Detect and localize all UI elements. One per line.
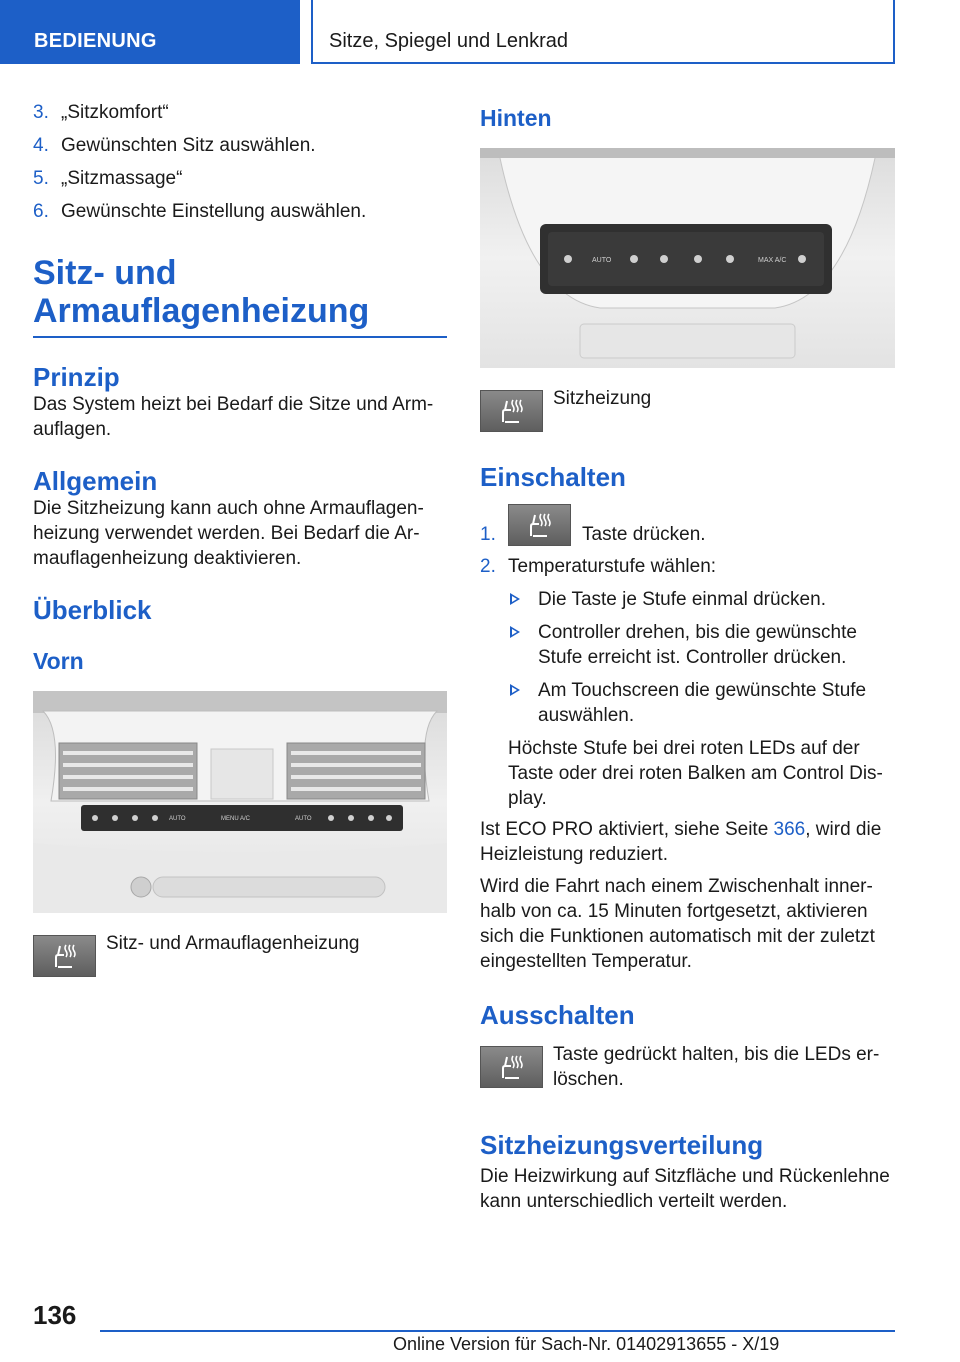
prinzip-heading: Prinzip [33,362,120,392]
text-line: mauflagenheizung deaktivieren. [33,548,302,569]
front-auto-left-label: AUTO [169,816,186,822]
seat-heating-icon [499,1054,525,1080]
rear-console-photo [480,148,895,368]
step-number: 3. [33,102,49,123]
eco-pro-note [480,817,895,867]
text-fragment: Ist ECO PRO aktiviert, siehe Seite [480,819,774,840]
text-line: Die Heizwirkung auf Sitzfläche und Rückenlehne [480,1166,890,1187]
step-item [33,100,447,125]
rear-console-illustration [480,148,895,368]
step-number: 6. [33,201,49,222]
seat-heating-button-image [508,504,571,546]
step-number: 5. [33,168,49,189]
einschalten-heading: Einschalten [480,462,626,492]
front-caption: Sitz- und Armauflagenheizung [106,933,360,954]
resume-note [480,874,895,974]
text-line [480,817,895,842]
front-auto-right-label: AUTO [295,816,312,822]
step-text: Gewünschten Sitz auswählen. [61,135,316,156]
step-item [33,166,447,191]
bullet-triangle-icon [510,593,520,605]
step-text: „Sitzkomfort“ [61,102,169,123]
step-number: 4. [33,135,49,156]
front-caption-row [33,931,447,977]
step-item [33,133,447,158]
bullet-list [508,587,895,811]
right-column [480,100,895,1214]
text-line: Heizleistung reduziert. [480,844,668,865]
section-title-line: Armauflagenheizung [33,292,370,330]
section-title-line: Sitz- und [33,254,177,292]
step-text: „Sitzmassage“ [61,168,183,189]
step-item [480,504,895,548]
rear-max-label: MAX A/C [758,257,787,264]
vorn-heading: Vorn [33,648,84,674]
text-line: play. [508,788,547,809]
header-section-label: BEDIENUNG [34,30,157,52]
step-list [33,100,447,224]
text-line: löschen. [553,1069,624,1090]
ueberblick-heading: Überblick [33,595,152,625]
bullet-item [508,587,895,612]
footer-text: Online Version für Sach-Nr. 01402913655 - X/19 [393,1334,780,1354]
footer-rule [100,1330,895,1332]
text-line: Am Touchscreen die gewünschte Stufe [538,680,867,701]
header-section-tab [0,0,300,64]
text-line: auflagen. [33,419,112,440]
section-title [33,254,447,338]
bullet-item [508,620,895,670]
allgemein-heading: Allgemein [33,466,158,496]
text-line: Taste gedrückt halten, bis die LEDs er‐ [553,1044,880,1065]
ausschalten-heading: Ausschalten [480,1000,635,1030]
seat-heating-icon [527,512,553,538]
front-console-illustration [33,691,447,913]
header-chapter-label: Sitze, Spiegel und Lenkrad [329,30,569,52]
verteilung-heading: Sitzheizungsverteilung [480,1130,764,1160]
page-number: 136 [33,1300,77,1330]
step-item [33,199,447,224]
step-item [480,554,895,579]
page-link[interactable]: 366 [773,819,806,840]
switch-off-row [480,1042,895,1094]
seat-heating-icon [499,398,525,424]
front-menu-label: MENU A/C [221,816,251,822]
text-line: Die Sitzheizung kann auch ohne Armauflagen‐ [33,498,424,519]
allgemein-text [33,496,447,571]
section-title-rule [33,336,447,338]
header-chapter-tab [311,0,895,64]
text-fragment: , wird die [805,819,882,840]
text-line: sich die Funktionen automatisch mit der zuletzt [480,926,875,947]
rear-auto-label: AUTO [592,257,612,264]
rear-caption: Sitzheizung [553,388,652,409]
text-line: Taste oder drei roten Balken am Control Dis‐ [508,763,883,784]
text-line: eingestellten Temperatur. [480,951,692,972]
seat-heating-button-image [33,935,96,977]
text-line: halb von ca. 15 Minuten fortgesetzt, aktivieren [480,901,868,922]
rear-caption-row [480,386,895,432]
bullet-triangle-icon [510,626,520,638]
bullet-triangle-icon [510,684,520,696]
text-line: auswählen. [538,705,635,726]
step-number: 1. [480,524,496,545]
text-line: kann unterschiedlich verteilt werden. [480,1191,788,1212]
step-text: Temperaturstufe wählen: [508,556,717,577]
text-line: Controller drehen, bis die gewünschte [538,622,857,643]
text-line: Höchste Stufe bei drei roten LEDs auf der [508,738,860,759]
max-level-note [508,736,895,811]
text-line: Stufe erreicht ist. Controller drücken. [538,647,847,668]
text-line: heizung verwendet werden. Bei Bedarf die Ar‐ [33,523,420,544]
seat-heating-button-image [480,390,543,432]
text-line: Wird die Fahrt nach einem Zwischenhalt inner‐ [480,876,873,897]
hinten-heading: Hinten [480,105,552,131]
step-number: 2. [480,556,496,577]
prinzip-text [33,392,447,442]
text-line: Die Taste je Stufe einmal drücken. [538,589,826,610]
left-column [33,100,447,977]
seat-heating-button-image [480,1046,543,1088]
text-line: Das System heizt bei Bedarf die Sitze und Arm‐ [33,394,434,415]
step-text: Taste drücken. [582,524,706,545]
verteilung-text [480,1164,895,1214]
bullet-item [508,678,895,728]
front-console-photo [33,691,447,913]
seat-heating-icon [52,943,78,969]
step-text: Gewünschte Einstellung auswählen. [61,201,367,222]
switch-off-text [553,1042,879,1092]
